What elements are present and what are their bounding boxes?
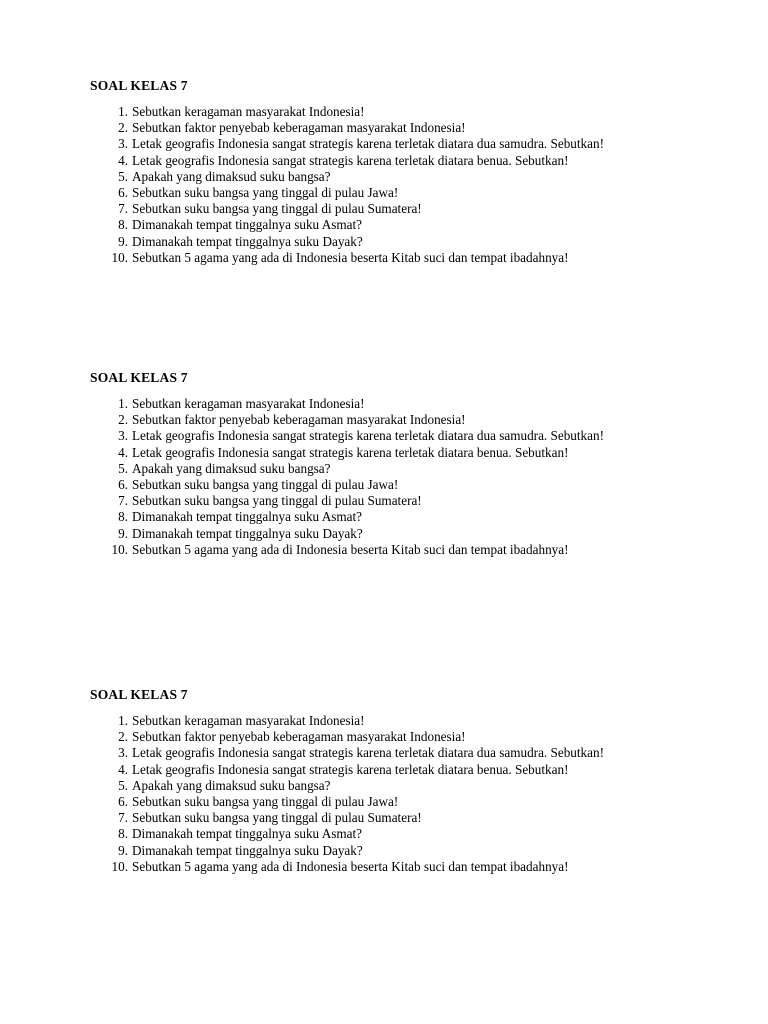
section-heading: SOAL KELAS 7 bbox=[90, 78, 188, 93]
question-text: Sebutkan 5 agama yang ada di Indonesia beserta Kitab suci dan tempat ibadahnya! bbox=[132, 249, 569, 265]
question-list bbox=[90, 104, 730, 266]
question-item bbox=[90, 762, 730, 778]
section-heading: SOAL KELAS 7 bbox=[90, 687, 188, 702]
question-item bbox=[90, 217, 730, 233]
question-item bbox=[90, 169, 730, 185]
question-text: Letak geografis Indonesia sangat strategis karena terletak diatara benua. Sebutkan! bbox=[132, 761, 569, 777]
question-list bbox=[90, 396, 730, 558]
question-item bbox=[90, 729, 730, 745]
question-text: Letak geografis Indonesia sangat strategis karena terletak diatara benua. Sebutkan! bbox=[132, 444, 569, 460]
question-number: 5. bbox=[118, 777, 128, 793]
question-number: 7. bbox=[118, 493, 128, 509]
question-text: Sebutkan keragaman masyarakat Indonesia! bbox=[132, 713, 365, 728]
question-item bbox=[90, 185, 730, 201]
question-number: 9. bbox=[118, 842, 128, 858]
question-text: Letak geografis Indonesia sangat strategis karena terletak diatara dua samudra. Sebutkan! bbox=[132, 745, 604, 761]
question-item bbox=[90, 526, 730, 542]
question-text: Sebutkan suku bangsa yang tinggal di pulau Jawa! bbox=[132, 185, 399, 201]
question-item bbox=[90, 250, 730, 266]
question-item bbox=[90, 201, 730, 217]
question-number: 2. bbox=[118, 412, 128, 428]
question-number: 6. bbox=[118, 477, 128, 493]
question-item bbox=[90, 810, 730, 826]
question-number: 4. bbox=[118, 152, 128, 168]
question-number: 1. bbox=[118, 396, 128, 411]
question-number: 7. bbox=[118, 810, 128, 826]
question-item bbox=[90, 493, 730, 509]
question-text: Dimanakah tempat tinggalnya suku Asmat? bbox=[132, 509, 362, 525]
question-item bbox=[90, 428, 730, 444]
question-item bbox=[90, 794, 730, 810]
question-number: 9. bbox=[118, 233, 128, 249]
question-text: Sebutkan keragaman masyarakat Indonesia! bbox=[132, 396, 365, 411]
question-number: 10. bbox=[111, 858, 128, 874]
question-number: 6. bbox=[118, 794, 128, 810]
section-heading: SOAL KELAS 7 bbox=[90, 370, 188, 385]
question-text: Sebutkan faktor penyebab keberagaman masyarakat Indonesia! bbox=[132, 729, 466, 745]
question-number: 7. bbox=[118, 201, 128, 217]
question-number: 4. bbox=[118, 761, 128, 777]
question-text: Dimanakah tempat tinggalnya suku Asmat? bbox=[132, 826, 362, 842]
question-number: 2. bbox=[118, 120, 128, 136]
question-number: 3. bbox=[118, 428, 128, 444]
question-section-2 bbox=[90, 370, 730, 558]
question-text: Sebutkan 5 agama yang ada di Indonesia beserta Kitab suci dan tempat ibadahnya! bbox=[132, 858, 569, 874]
question-item bbox=[90, 461, 730, 477]
question-text: Apakah yang dimaksud suku bangsa? bbox=[132, 777, 331, 793]
question-item bbox=[90, 104, 730, 120]
question-number: 10. bbox=[111, 541, 128, 557]
question-text: Sebutkan 5 agama yang ada di Indonesia beserta Kitab suci dan tempat ibadahnya! bbox=[132, 541, 569, 557]
question-number: 2. bbox=[118, 729, 128, 745]
question-number: 10. bbox=[111, 249, 128, 265]
question-item bbox=[90, 859, 730, 875]
question-item bbox=[90, 542, 730, 558]
question-text: Sebutkan suku bangsa yang tinggal di pulau Sumatera! bbox=[132, 810, 422, 826]
question-text: Sebutkan suku bangsa yang tinggal di pulau Sumatera! bbox=[132, 493, 422, 509]
question-number: 1. bbox=[118, 104, 128, 119]
question-item bbox=[90, 445, 730, 461]
question-number: 3. bbox=[118, 136, 128, 152]
question-text: Dimanakah tempat tinggalnya suku Dayak? bbox=[132, 842, 363, 858]
question-number: 8. bbox=[118, 826, 128, 842]
question-text: Apakah yang dimaksud suku bangsa? bbox=[132, 168, 331, 184]
question-text: Dimanakah tempat tinggalnya suku Dayak? bbox=[132, 525, 363, 541]
question-text: Dimanakah tempat tinggalnya suku Dayak? bbox=[132, 233, 363, 249]
question-item bbox=[90, 713, 730, 729]
question-text: Sebutkan faktor penyebab keberagaman masyarakat Indonesia! bbox=[132, 412, 466, 428]
question-item bbox=[90, 136, 730, 152]
question-section-3 bbox=[90, 687, 730, 875]
question-text: Sebutkan keragaman masyarakat Indonesia! bbox=[132, 104, 365, 119]
question-text: Sebutkan suku bangsa yang tinggal di pulau Jawa! bbox=[132, 477, 399, 493]
question-text: Letak geografis Indonesia sangat strategis karena terletak diatara benua. Sebutkan! bbox=[132, 152, 569, 168]
question-text: Apakah yang dimaksud suku bangsa? bbox=[132, 460, 331, 476]
question-number: 8. bbox=[118, 217, 128, 233]
question-list bbox=[90, 713, 730, 875]
question-number: 9. bbox=[118, 525, 128, 541]
question-text: Letak geografis Indonesia sangat strategis karena terletak diatara dua samudra. Sebutkan! bbox=[132, 428, 604, 444]
question-text: Sebutkan faktor penyebab keberagaman masyarakat Indonesia! bbox=[132, 120, 466, 136]
question-item bbox=[90, 234, 730, 250]
question-number: 8. bbox=[118, 509, 128, 525]
question-text: Letak geografis Indonesia sangat strategis karena terletak diatara dua samudra. Sebutkan! bbox=[132, 136, 604, 152]
question-item bbox=[90, 412, 730, 428]
question-text: Sebutkan suku bangsa yang tinggal di pulau Jawa! bbox=[132, 794, 399, 810]
question-item bbox=[90, 120, 730, 136]
question-text: Dimanakah tempat tinggalnya suku Asmat? bbox=[132, 217, 362, 233]
question-item bbox=[90, 396, 730, 412]
question-number: 3. bbox=[118, 745, 128, 761]
question-item bbox=[90, 826, 730, 842]
question-item bbox=[90, 153, 730, 169]
question-text: Sebutkan suku bangsa yang tinggal di pulau Sumatera! bbox=[132, 201, 422, 217]
question-number: 5. bbox=[118, 168, 128, 184]
question-item bbox=[90, 745, 730, 761]
question-section-1 bbox=[90, 78, 730, 266]
question-item bbox=[90, 843, 730, 859]
question-number: 6. bbox=[118, 185, 128, 201]
question-number: 4. bbox=[118, 444, 128, 460]
question-item bbox=[90, 509, 730, 525]
question-item bbox=[90, 477, 730, 493]
question-number: 5. bbox=[118, 460, 128, 476]
question-item bbox=[90, 778, 730, 794]
question-number: 1. bbox=[118, 713, 128, 728]
